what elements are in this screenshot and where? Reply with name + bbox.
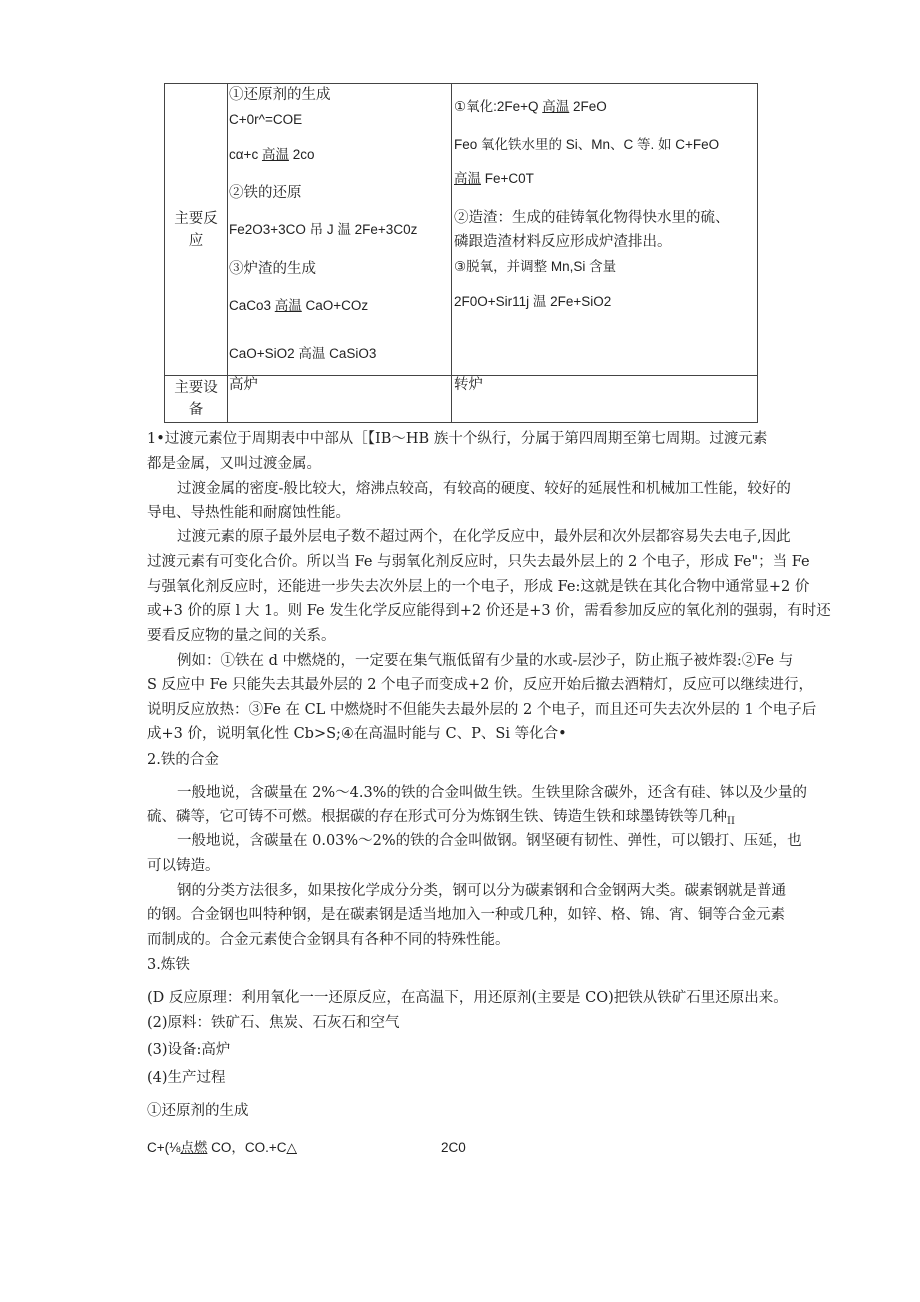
- left-equation-2: cα+c 高温 2co: [229, 147, 315, 162]
- para-3-line-1: 过渡元素的原子最外层电子数不超过两个，在化学反应中，最外层和次外层都容易失去电子,因此: [177, 529, 791, 545]
- list-item-materials: (2)原料：铁矿石、焦炭、石灰石和空气: [147, 1015, 400, 1031]
- para-3-line-5: 要看反应物的量之间的关系。: [147, 628, 336, 644]
- reaction-table: [164, 83, 758, 423]
- equipment-converter: 转炉: [454, 377, 483, 393]
- para-4-line-1: 例如：①铁在 d 中燃烧的，一定要在集气瓶低留有少量的水或-层沙子，防止瓶子被炸裂:②Fe 与: [177, 653, 794, 669]
- table-divider: [227, 84, 228, 422]
- para-3-line-3: 与强氧化剂反应时，还能进一步失去次外层上的一个电子，形成 Fe:这就是铁在其化合物中通常显+2 价: [147, 579, 810, 595]
- para-7-line-1: 钢的分类方法很多，如果按化学成分分类，钢可以分为碳素钢和合金钢两大类。碳素钢就是普通: [177, 883, 786, 899]
- right-line-7: 2F0O+Sir11j 温 2Fe+SiO2: [454, 294, 612, 309]
- para-4-line-3: 说明反应放热：③Fe 在 CL 中燃烧时不但能失去最外层的 2 个电子，而且还可失去次外层的 1 个电子后: [147, 702, 817, 718]
- equation-reducer: C+(⅛点燃 CO，CO.+C△: [147, 1140, 297, 1155]
- right-line-3: 高温 Fe+C0T: [454, 171, 534, 186]
- para-7-line-3: 而制成的。合金元素使合金钢具有各种不同的特殊性能。: [147, 932, 510, 948]
- table-divider: [451, 84, 452, 422]
- para-4-line-2: S 反应中 Fe 只能失去其最外层的 2 个电子而变成+2 价，反应开始后撤去酒精灯，反应可以继续进行，: [147, 677, 814, 693]
- para-2-line-2: 导电、导热性能和耐腐蚀性能。: [147, 505, 350, 521]
- section-heading-ironmaking: 3.炼铁: [147, 957, 190, 973]
- right-line-1: ①氧化:2Fe+Q 高温 2FeO: [454, 99, 607, 114]
- left-equation-5: CaO+SiO2 高温 CaSiO3: [229, 346, 377, 361]
- para-6-line-1: 一般地说，含碳量在 0.03%～2%的铁的合金叫做钢。钢坚硬有韧性、弹性，可以锻打、压延，也: [177, 833, 802, 849]
- left-equation-4: CaCo3 高温 CaO+COz: [229, 298, 369, 313]
- equipment-blast-furnace: 高炉: [229, 377, 258, 393]
- left-equation-1: C+0r^=COE: [229, 112, 303, 127]
- left-heading-3: ③炉渣的生成: [229, 261, 316, 277]
- para-2-line-1: 过渡金属的密度-般比较大，熔沸点较高，有较高的硬度、较好的延展性和机械加工性能，较好的: [177, 481, 791, 497]
- para-1-line-1: 1•过渡元素位于周期表中中部从［【IB～HB 族十个纵行，分属于第四周期至第七周期。过渡元素: [147, 431, 768, 447]
- para-5-line-1: 一般地说，含碳量在 2%～4.3%的铁的合金叫做生铁。生铁里除含碳外，还含有硅、钵以及少量的: [177, 785, 807, 801]
- section-heading-alloys: 2.铁的合金: [147, 752, 219, 768]
- row-label-equipment: 主要设 备: [174, 380, 218, 418]
- right-line-5: 磷跟造渣材料反应形成炉渣排出。: [454, 234, 672, 250]
- para-5-line-2: 硫、磷等，它可铸不可燃。根据碳的存在形式可分为炼钢生铁、铸造生铁和球墨铸铁等几种$_{II}$: [147, 809, 735, 827]
- left-equation-3: Fe2O3+3CO 吊 J 温 2Fe+3C0z: [229, 222, 418, 237]
- para-4-line-4: 成+3 价，说明氧化性 Cb>S;④在高温时能与 C、P、Si 等化合•: [147, 726, 567, 742]
- para-1-line-2: 都是金属，又叫过渡金属。: [147, 456, 321, 472]
- list-item-process: (4)生产过程: [147, 1070, 226, 1086]
- para-6-line-2: 可以铸造。: [147, 858, 220, 874]
- equation-product: 2C0: [441, 1140, 466, 1155]
- para-7-line-2: 的钢。合金钢也叫特种钢，是在碳素钢是适当地加入一种或几种，如锌、格、锦、宵、铜等合金元素: [147, 907, 785, 923]
- row-label-reactions: 主要反 应: [174, 211, 218, 249]
- para-3-line-4: 或+3 价的原 l 大 1。则 Fe 发生化学反应能得到+2 价还是+3 价，需看参加反应的氧化剂的强弱，有时还: [147, 603, 831, 619]
- left-heading-1: ①还原剂的生成: [229, 87, 331, 103]
- right-line-6: ③脱氧，并调整 Mn,Si 含量: [454, 259, 617, 274]
- para-3-line-2: 过渡元素有可变化合价。所以当 Fe 与弱氧化剂反应时，只失去最外层上的 2 个电子，形成 Fe"；当 Fe: [147, 554, 810, 570]
- list-item-equipment: (3)设备:高炉: [147, 1042, 231, 1058]
- sub-heading-reducer: ①还原剂的生成: [147, 1103, 249, 1119]
- list-item-principle: (D 反应原理：利用氧化一一还原反应，在高温下，用还原剂(主要是 CO)把铁从铁矿石里还原出来。: [147, 990, 788, 1006]
- right-line-4: ②造渣：生成的硅铸氧化物得快水里的硫、: [454, 210, 730, 226]
- right-line-2: Feo 氧化铁水里的 Si、Mn、C 等. 如 C+FeO: [454, 137, 720, 152]
- left-heading-2: ②铁的还原: [229, 185, 302, 201]
